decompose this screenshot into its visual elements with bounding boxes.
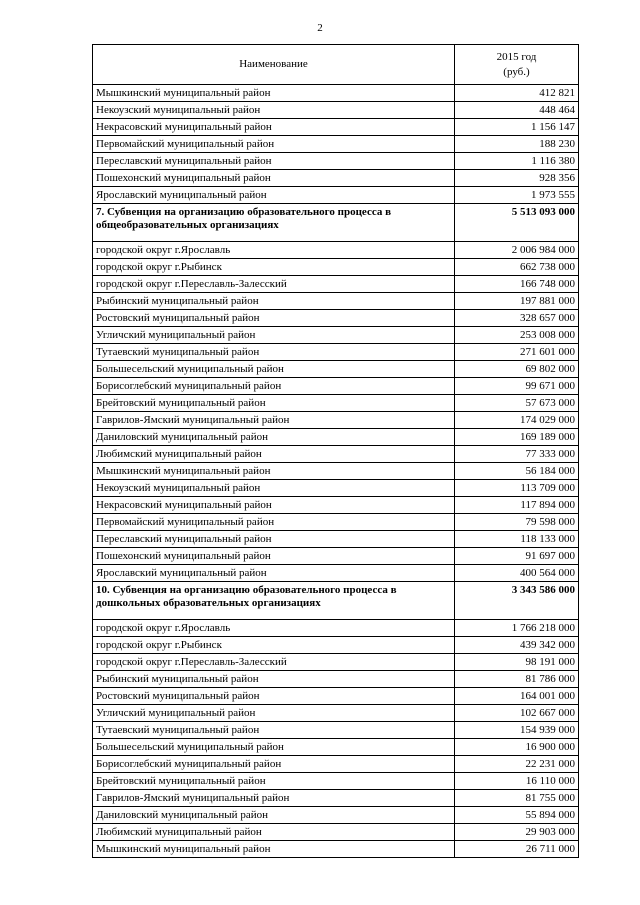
district-name: Пошехонский муниципальный район xyxy=(93,170,455,187)
table-row xyxy=(93,276,579,293)
table-row xyxy=(93,102,579,119)
table-row xyxy=(93,310,579,327)
district-name: Ростовский муниципальный район xyxy=(93,310,455,327)
district-name: Тутаевский муниципальный район xyxy=(93,722,455,739)
amount-value: 1 156 147 xyxy=(455,119,579,136)
district-name: Любимский муниципальный район xyxy=(93,446,455,463)
district-name: Пошехонский муниципальный район xyxy=(93,548,455,565)
district-name: Гаврилов-Ямский муниципальный район xyxy=(93,412,455,429)
table-row xyxy=(93,790,579,807)
section-total: 5 513 093 000 xyxy=(455,204,579,242)
amount-value: 22 231 000 xyxy=(455,756,579,773)
table-header-row xyxy=(93,45,579,85)
district-name: Брейтовский муниципальный район xyxy=(93,395,455,412)
table-row xyxy=(93,739,579,756)
district-name: Угличский муниципальный район xyxy=(93,327,455,344)
district-name: Даниловский муниципальный район xyxy=(93,429,455,446)
table-row xyxy=(93,259,579,276)
table-row xyxy=(93,841,579,858)
amount-value: 1 973 555 xyxy=(455,187,579,204)
amount-value: 16 110 000 xyxy=(455,773,579,790)
table-row xyxy=(93,378,579,395)
district-name: Тутаевский муниципальный район xyxy=(93,344,455,361)
district-name: городской округ г.Рыбинск xyxy=(93,637,455,654)
table-row xyxy=(93,119,579,136)
amount-value: 439 342 000 xyxy=(455,637,579,654)
district-name: Любимский муниципальный район xyxy=(93,824,455,841)
amount-value: 102 667 000 xyxy=(455,705,579,722)
table-row xyxy=(93,671,579,688)
district-name: Рыбинский муниципальный район xyxy=(93,293,455,310)
table-row xyxy=(93,480,579,497)
district-name: Ростовский муниципальный район xyxy=(93,688,455,705)
district-name: Ярославский муниципальный район xyxy=(93,187,455,204)
amount-value: 253 008 000 xyxy=(455,327,579,344)
amount-value: 99 671 000 xyxy=(455,378,579,395)
amount-value: 412 821 xyxy=(455,85,579,102)
amount-value: 197 881 000 xyxy=(455,293,579,310)
amount-value: 662 738 000 xyxy=(455,259,579,276)
district-name: Большесельский муниципальный район xyxy=(93,361,455,378)
table-row xyxy=(93,654,579,671)
amount-value: 69 802 000 xyxy=(455,361,579,378)
table-row xyxy=(93,242,579,259)
district-name: Брейтовский муниципальный район xyxy=(93,773,455,790)
amount-value: 81 786 000 xyxy=(455,671,579,688)
table-row xyxy=(93,514,579,531)
amount-value: 77 333 000 xyxy=(455,446,579,463)
table-row xyxy=(93,429,579,446)
table-row xyxy=(93,187,579,204)
amount-value: 55 894 000 xyxy=(455,807,579,824)
header-year-cell xyxy=(455,45,579,85)
table-row xyxy=(93,824,579,841)
district-name: Мышкинский муниципальный район xyxy=(93,85,455,102)
table-row xyxy=(93,705,579,722)
table-row xyxy=(93,293,579,310)
district-name: Ярославский муниципальный район xyxy=(93,565,455,582)
district-name: Гаврилов-Ямский муниципальный район xyxy=(93,790,455,807)
amount-value: 2 006 984 000 xyxy=(455,242,579,259)
table-row xyxy=(93,412,579,429)
section-row xyxy=(93,204,579,242)
district-name: Мышкинский муниципальный район xyxy=(93,463,455,480)
table-row xyxy=(93,773,579,790)
amount-value: 56 184 000 xyxy=(455,463,579,480)
district-name: Переславский муниципальный район xyxy=(93,531,455,548)
amount-value: 16 900 000 xyxy=(455,739,579,756)
district-name: Большесельский муниципальный район xyxy=(93,739,455,756)
district-name: Некрасовский муниципальный район xyxy=(93,119,455,136)
amount-value: 57 673 000 xyxy=(455,395,579,412)
table-row xyxy=(93,136,579,153)
amount-value: 328 657 000 xyxy=(455,310,579,327)
table-row xyxy=(93,548,579,565)
header-unit: (руб.) xyxy=(503,65,530,78)
amount-value: 98 191 000 xyxy=(455,654,579,671)
table-row xyxy=(93,637,579,654)
amount-value: 29 903 000 xyxy=(455,824,579,841)
table-row xyxy=(93,620,579,637)
district-name: городской округ г.Рыбинск xyxy=(93,259,455,276)
district-name: Мышкинский муниципальный район xyxy=(93,841,455,858)
amount-value: 1 116 380 xyxy=(455,153,579,170)
table-row xyxy=(93,395,579,412)
district-name: городской округ г.Ярославль xyxy=(93,620,455,637)
table-row xyxy=(93,722,579,739)
amount-value: 174 029 000 xyxy=(455,412,579,429)
table-row xyxy=(93,344,579,361)
amount-value: 113 709 000 xyxy=(455,480,579,497)
amount-value: 1 766 218 000 xyxy=(455,620,579,637)
amount-value: 79 598 000 xyxy=(455,514,579,531)
table-row xyxy=(93,463,579,480)
district-name: Борисоглебский муниципальный район xyxy=(93,756,455,773)
amount-value: 118 133 000 xyxy=(455,531,579,548)
subvention-table xyxy=(92,44,579,858)
table-row xyxy=(93,361,579,378)
table-row xyxy=(93,153,579,170)
table-row xyxy=(93,756,579,773)
amount-value: 81 755 000 xyxy=(455,790,579,807)
header-year: 2015 год xyxy=(496,50,537,63)
district-name: городской округ г.Переславль-Залесский xyxy=(93,654,455,671)
section-total: 3 343 586 000 xyxy=(455,582,579,620)
table-row xyxy=(93,807,579,824)
section-title: 10. Субвенция на организацию образовательного процесса в дошкольных образовательных организациях xyxy=(93,582,455,620)
table-row xyxy=(93,565,579,582)
amount-value: 188 230 xyxy=(455,136,579,153)
district-name: Первомайский муниципальный район xyxy=(93,136,455,153)
amount-value: 166 748 000 xyxy=(455,276,579,293)
table-row xyxy=(93,170,579,187)
amount-value: 271 601 000 xyxy=(455,344,579,361)
amount-value: 154 939 000 xyxy=(455,722,579,739)
amount-value: 448 464 xyxy=(455,102,579,119)
district-name: Переславский муниципальный район xyxy=(93,153,455,170)
district-name: городской округ г.Ярославль xyxy=(93,242,455,259)
amount-value: 400 564 000 xyxy=(455,565,579,582)
table-row xyxy=(93,446,579,463)
amount-value: 169 189 000 xyxy=(455,429,579,446)
table-body xyxy=(93,85,579,858)
district-name: Некоузский муниципальный район xyxy=(93,480,455,497)
table-row xyxy=(93,497,579,514)
amount-value: 164 001 000 xyxy=(455,688,579,705)
amount-value: 928 356 xyxy=(455,170,579,187)
page-number: 2 xyxy=(317,22,323,34)
amount-value: 26 711 000 xyxy=(455,841,579,858)
table-row xyxy=(93,688,579,705)
table-row xyxy=(93,85,579,102)
district-name: Рыбинский муниципальный район xyxy=(93,671,455,688)
amount-value: 117 894 000 xyxy=(455,497,579,514)
section-title: 7. Субвенция на организацию образовательного процесса в общеобразовательных организациях xyxy=(93,204,455,242)
district-name: Даниловский муниципальный район xyxy=(93,807,455,824)
district-name: Первомайский муниципальный район xyxy=(93,514,455,531)
section-row xyxy=(93,582,579,620)
table-row xyxy=(93,327,579,344)
district-name: Угличский муниципальный район xyxy=(93,705,455,722)
district-name: Борисоглебский муниципальный район xyxy=(93,378,455,395)
district-name: городской округ г.Переславль-Залесский xyxy=(93,276,455,293)
header-name: Наименование xyxy=(93,45,455,85)
district-name: Некрасовский муниципальный район xyxy=(93,497,455,514)
amount-value: 91 697 000 xyxy=(455,548,579,565)
district-name: Некоузский муниципальный район xyxy=(93,102,455,119)
table-row xyxy=(93,531,579,548)
